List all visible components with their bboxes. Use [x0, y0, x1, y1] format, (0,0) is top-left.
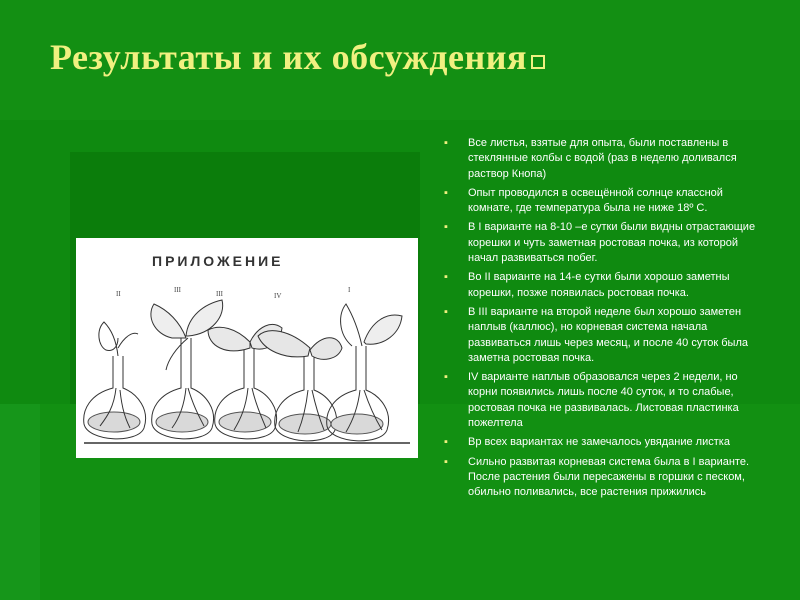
flask-5 — [327, 304, 402, 441]
title-square-icon — [531, 55, 545, 69]
flask-label-3: III — [216, 290, 223, 298]
flask-2 — [151, 300, 223, 439]
bullet-item — [440, 305, 770, 366]
bullet-marker-icon: ▪ — [444, 221, 448, 234]
bullet-item — [440, 220, 770, 266]
bullet-item — [440, 455, 770, 501]
bullet-marker-icon: ▪ — [444, 186, 448, 199]
flask-label-2: III — [174, 286, 181, 294]
bullet-marker-icon: ▪ — [444, 137, 448, 149]
bullet-item — [440, 435, 770, 450]
bullet-text: Опыт проводился в освещённой солнце классной комнате, где температура была не ниже 18º С. — [468, 186, 723, 215]
bullet-item — [440, 136, 770, 182]
flask-label-1: II — [116, 290, 121, 298]
title-text: Результаты и их обсуждения — [50, 37, 527, 77]
bullet-marker-icon: ▪ — [444, 436, 448, 449]
bullet-marker-icon: ▪ — [444, 305, 448, 318]
bullet-item — [440, 270, 770, 301]
bullet-text: В I варианте на 8-10 –е сутки были видны отрастающие корешки и чуть заметная ростовая почка, из которой начал развиваться побег. — [468, 221, 756, 265]
bullet-list — [440, 136, 770, 505]
figure-caption: ПРИЛОЖЕНИЕ — [152, 253, 284, 269]
bullet-item — [440, 186, 770, 217]
bullet-item — [440, 370, 770, 431]
flask-1 — [84, 322, 146, 439]
illustration-figure — [76, 238, 418, 458]
bullet-text: Во II варианте на 14-е сутки были хорошо заметны корешки, позже появилась ростовая почка. — [468, 271, 730, 299]
bullet-text: Вр всех вариантах не замечалось увядание листка — [468, 436, 730, 449]
bullet-marker-icon: ▪ — [444, 455, 448, 468]
bullet-marker-icon: ▪ — [444, 371, 448, 384]
bullet-text: Сильно развитая корневая система была в I варианте. После растения были пересажены в горшки с песком, обильно поливались, все растения прижились — [468, 455, 749, 499]
bullet-text: Все листья, взятые для опыта, были поставлены в стеклянные колбы с водой (раз в неделю доливался раствор Кнопа) — [468, 137, 737, 180]
flask-label-4: IV — [274, 292, 282, 300]
page-title — [50, 36, 545, 78]
flask-illustration — [76, 238, 418, 458]
bullet-text: IV варианте наплыв образовался через 2 недели, но корни появились лишь после 40 суток, и то слабые, ростовая почка не развивалась. Листовая пластинка пожелтела — [468, 371, 739, 430]
bg-band-bottom-left — [0, 404, 40, 600]
bullet-text: В III варианте на второй неделе был хорошо заметен наплыв (каллюс), но корневая система начала развиваться лишь через месяц, и после 40 суток была заметна ростовая почка. — [468, 305, 748, 364]
flask-label-5: I — [348, 286, 351, 294]
bullet-marker-icon: ▪ — [444, 271, 448, 284]
